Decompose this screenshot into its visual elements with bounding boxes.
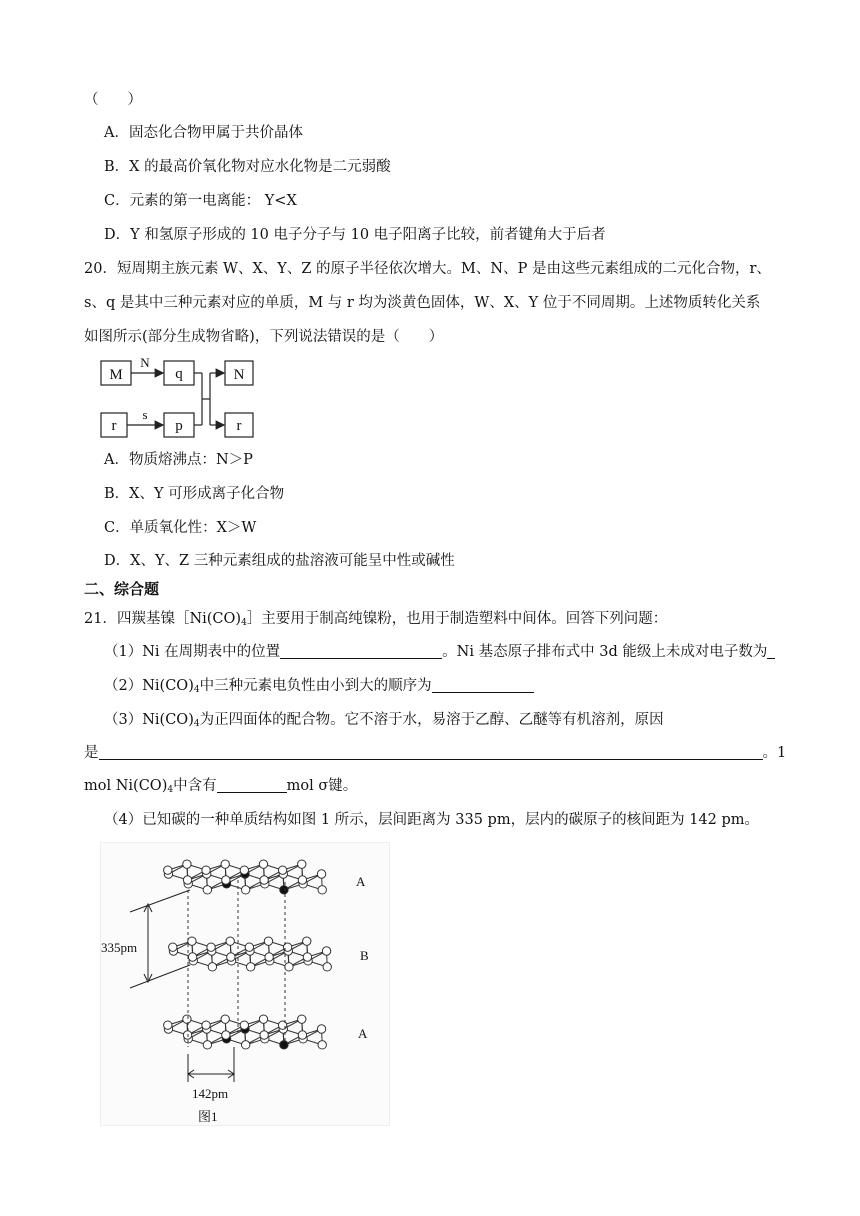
option-text: 元素的第一电离能： Y<X bbox=[129, 193, 297, 209]
layer-label-bottom: A bbox=[358, 1026, 368, 1041]
carbon-atom bbox=[280, 1041, 288, 1049]
subscript: 4 bbox=[167, 785, 174, 795]
section-heading: 二、综合题 bbox=[84, 580, 160, 598]
carbon-atom bbox=[280, 886, 288, 894]
q21-part3-line3 bbox=[84, 776, 357, 800]
carbon-atom bbox=[222, 1031, 230, 1039]
carbon-atom bbox=[203, 886, 211, 894]
option-label: A． bbox=[104, 452, 129, 468]
option-text: X、Y 可形成离子化合物 bbox=[129, 486, 285, 502]
q21-part3-text4: 。1 bbox=[762, 745, 787, 761]
carbon-atom bbox=[188, 953, 196, 961]
carbon-atom bbox=[222, 876, 230, 884]
q20-stem-line2: s、q 是其中三种元素对应的单质，M 与 r 均为淡黄色固体，W、X、Y 位于不同周期。上述物质转化关系 bbox=[84, 295, 761, 311]
carbon-atom bbox=[278, 1021, 286, 1029]
q21-part3-text2: 为正四面体的配合物。它不溶于水，易溶于乙醇、乙醚等有机溶剂，原因 bbox=[199, 712, 664, 728]
q21-part3-line1 bbox=[104, 710, 664, 734]
carbon-atom bbox=[317, 1025, 325, 1033]
carbon-atom bbox=[260, 1031, 268, 1039]
layer-label-top: A bbox=[356, 874, 366, 889]
q21-part3-line2 bbox=[84, 743, 786, 763]
q20-stem-line3: 如图所示(部分生成物省略)，下列说法错误的是（ ） bbox=[84, 329, 444, 345]
q21-stem-part2: ］主要用于制高纯镍粉，也用于制造塑料中间体。回答下列问题： bbox=[246, 611, 668, 627]
option-label: A． bbox=[104, 125, 129, 141]
option-label: B． bbox=[104, 486, 130, 502]
bond-length-label: 142pm bbox=[192, 1086, 229, 1101]
carbon-atom bbox=[323, 963, 331, 971]
carbon-atom bbox=[221, 1015, 229, 1023]
q21-part1 bbox=[104, 642, 775, 662]
q20-flow-diagram bbox=[98, 352, 258, 442]
figure-caption: 图1 bbox=[198, 1109, 218, 1124]
q21-part1-text: （1）Ni 在周期表中的位置 bbox=[104, 644, 281, 660]
box-m-label: M bbox=[109, 367, 123, 383]
q21-part2 bbox=[104, 676, 534, 700]
option-text: 固态化合物甲属于共价晶体 bbox=[128, 125, 303, 141]
carbon-atom bbox=[183, 860, 191, 868]
carbon-atom bbox=[298, 860, 306, 868]
carbon-atom bbox=[226, 937, 234, 945]
carbon-atom bbox=[183, 876, 191, 884]
q21-stem-part1: 21．四羰基镍［Ni(CO) bbox=[84, 611, 242, 627]
carbon-atom bbox=[285, 963, 293, 971]
subscript: 4 bbox=[193, 685, 200, 695]
carbon-atom bbox=[265, 953, 273, 961]
q20-option-b bbox=[104, 484, 284, 504]
answer-blank-unpaired[interactable] bbox=[767, 642, 775, 659]
carbon-atom bbox=[227, 953, 235, 961]
q21-part2-text: （2）Ni(CO) bbox=[104, 678, 194, 694]
option-label: C． bbox=[104, 193, 130, 209]
carbon-atom bbox=[298, 876, 306, 884]
option-label: D． bbox=[104, 227, 131, 243]
option-label: C． bbox=[104, 520, 130, 536]
carbon-atom bbox=[318, 1041, 326, 1049]
subscript: 4 bbox=[193, 719, 200, 729]
q20-stem-line1: 20．短周期主族元素 W、X、Y、Z 的原子半径依次增大。M、N、P 是由这些元素组成的二元化合物，r、 bbox=[84, 261, 771, 277]
carbon-atom bbox=[264, 937, 272, 945]
box-r-right-label: r bbox=[236, 418, 242, 434]
carbon-atom bbox=[203, 1041, 211, 1049]
option-text: 物质熔沸点：N＞P bbox=[128, 452, 253, 468]
carbon-atom bbox=[322, 947, 330, 955]
carbon-atom bbox=[207, 943, 215, 951]
q21-part3-text6: 中含有 bbox=[173, 778, 217, 794]
graphite-structure-figure bbox=[100, 842, 390, 1126]
q19-option-c bbox=[104, 191, 297, 211]
carbon-atom bbox=[164, 1021, 172, 1029]
carbon-atom bbox=[259, 1015, 267, 1023]
answer-blank-sigma-bonds[interactable] bbox=[217, 776, 287, 793]
carbon-atom bbox=[202, 866, 210, 874]
box-n-label: N bbox=[233, 367, 245, 383]
carbon-atom bbox=[317, 870, 325, 878]
carbon-atom bbox=[202, 1021, 210, 1029]
layer-label-middle: B bbox=[360, 948, 369, 963]
q21-stem bbox=[84, 609, 667, 633]
q19-option-d bbox=[104, 225, 606, 245]
carbon-atom bbox=[169, 943, 177, 951]
carbon-atom bbox=[298, 1015, 306, 1023]
carbon-atom bbox=[245, 943, 253, 951]
box-r-left-label: r bbox=[111, 418, 117, 434]
carbon-atom bbox=[241, 886, 249, 894]
carbon-atom bbox=[260, 876, 268, 884]
carbon-atom bbox=[298, 1031, 306, 1039]
carbon-atom bbox=[240, 1021, 248, 1029]
q20-option-c bbox=[104, 518, 256, 538]
carbon-atom bbox=[318, 886, 326, 894]
carbon-atom bbox=[303, 953, 311, 961]
answer-blank-reason[interactable] bbox=[99, 743, 763, 760]
carbon-atom bbox=[208, 963, 216, 971]
q19-option-b bbox=[104, 157, 391, 177]
answer-blank-position[interactable] bbox=[280, 642, 442, 659]
q21-part3-text3: 是 bbox=[84, 745, 99, 761]
q19-option-a bbox=[104, 123, 303, 143]
option-text: X 的最高价氧化物对应水化物是二元弱酸 bbox=[129, 159, 391, 175]
carbon-atom bbox=[183, 1015, 191, 1023]
q21-part4: （4）已知碳的一种单质结构如图 1 所示，层间距离为 335 pm，层内的碳原子的核间距为 142 pm。 bbox=[104, 812, 760, 828]
option-text: X、Y、Z 三种元素组成的盐溶液可能呈中性或碱性 bbox=[130, 553, 455, 569]
q21-part3-text: （3）Ni(CO) bbox=[104, 712, 194, 728]
carbon-atom bbox=[241, 1041, 249, 1049]
interlayer-spacing-label: 335pm bbox=[101, 940, 138, 955]
box-p-label: p bbox=[175, 418, 183, 434]
option-label: D． bbox=[104, 553, 131, 569]
q21-part3-text5: mol Ni(CO) bbox=[84, 778, 168, 794]
carbon-atom bbox=[259, 860, 267, 868]
subscript: 4 bbox=[241, 618, 247, 628]
carbon-atom bbox=[278, 866, 286, 874]
q21-part2-text2: 中三种元素电负性由小到大的顺序为 bbox=[199, 678, 432, 694]
carbon-atom bbox=[246, 963, 254, 971]
answer-blank-electronegativity[interactable] bbox=[432, 676, 534, 693]
carbon-atom bbox=[164, 866, 172, 874]
q20-option-a bbox=[104, 450, 253, 470]
q21-part3-text7: mol σ键。 bbox=[286, 778, 358, 794]
option-text: 单质氧化性：X＞W bbox=[129, 520, 257, 536]
option-label: B． bbox=[104, 159, 130, 175]
arrow-n-label: N bbox=[140, 355, 150, 370]
option-text: Y 和氢原子形成的 10 电子分子与 10 电子阳离子比较，前者键角大于后者 bbox=[130, 227, 606, 243]
arrow-s-label: s bbox=[142, 407, 148, 422]
carbon-atom bbox=[188, 937, 196, 945]
carbon-atom bbox=[240, 866, 248, 874]
q20-option-d bbox=[104, 551, 455, 571]
box-q-label: q bbox=[175, 366, 183, 382]
carbon-atom bbox=[303, 937, 311, 945]
carbon-atom bbox=[221, 860, 229, 868]
q21-part1-text2: 。Ni 基态原子排布式中 3d 能级上未成对电子数为 bbox=[442, 644, 768, 660]
q19-paren: （ ） bbox=[84, 92, 142, 108]
